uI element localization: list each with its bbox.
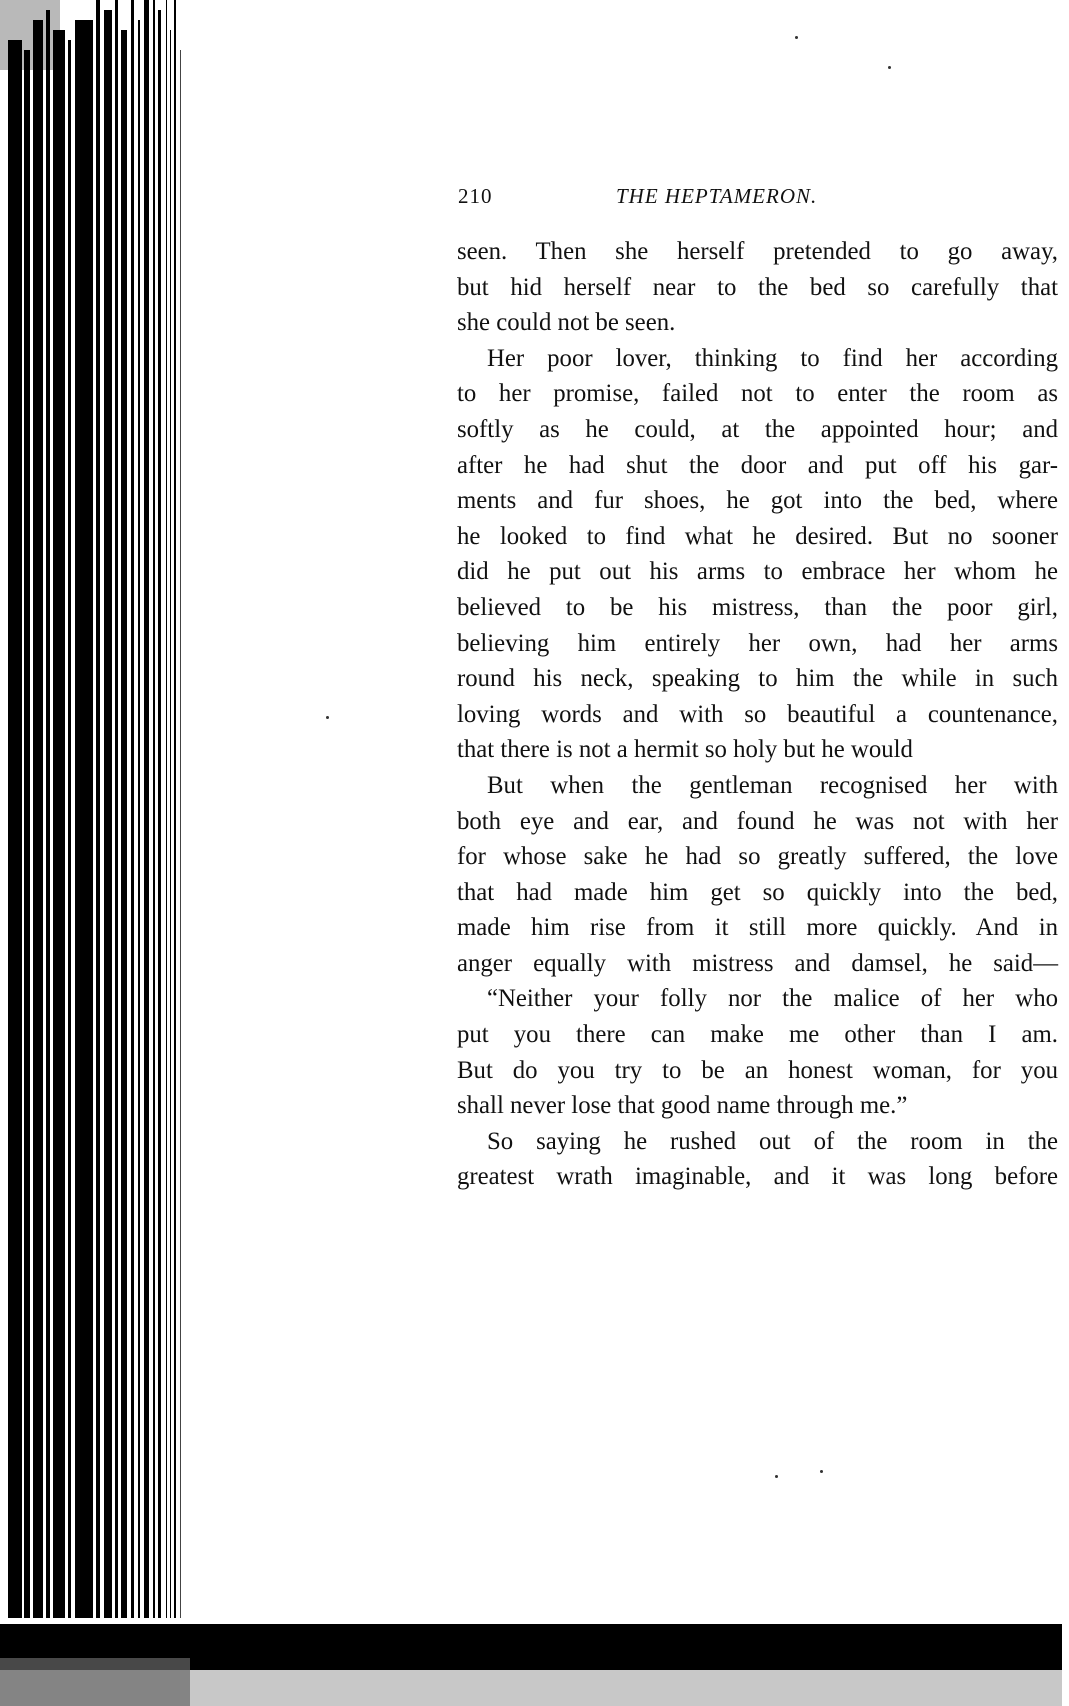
binding-stripes [0, 0, 190, 1706]
paragraph [457, 234, 1058, 341]
text-line: But when the gentleman recognised her with [487, 771, 1058, 799]
text-line: after he had shut the door and put off his gar- [457, 451, 1058, 479]
page-number: 210 [458, 184, 493, 208]
text-line: that had made him get so quickly into the bed, [457, 878, 1058, 906]
scan-speck [888, 66, 891, 69]
running-title: THE HEPTAMERON. [616, 184, 818, 208]
scan-speck [775, 1475, 778, 1478]
text-line: greatest wrath imaginable, and it was long before [457, 1163, 1058, 1191]
scan-speck [795, 36, 798, 39]
text-line: believed to be his mistress, than the poor girl, [457, 593, 1058, 621]
text-line: anger equally with mistress and damsel, he said— [457, 949, 1058, 977]
page-body [457, 234, 1058, 1195]
paragraph [457, 1124, 1058, 1195]
binding-gutter [0, 0, 190, 1706]
text-line: put you there can make me other than I am. [457, 1021, 1058, 1049]
text-line: both eye and ear, and found he was not with her [457, 807, 1058, 835]
paragraph [457, 768, 1058, 982]
text-line: But do you try to be an honest woman, for you [457, 1056, 1058, 1084]
text-line: but hid herself near to the bed so carefully that [457, 273, 1058, 301]
scan-speck [820, 1470, 823, 1473]
scan-bottom-edge [0, 1618, 1069, 1706]
text-line: Her poor lover, thinking to find her according [487, 344, 1058, 372]
scan-bottom-edge-art [0, 1618, 1069, 1706]
text-line: shall never lose that good name through me.” [457, 1092, 908, 1120]
running-header [458, 184, 1058, 214]
scan-speck [326, 716, 329, 719]
text-line: loving words and with so beautiful a countenance, [457, 700, 1058, 728]
text-line: that there is not a hermit so holy but he would [457, 736, 913, 764]
paragraph [457, 341, 1058, 768]
text-line: believing him entirely her own, had her arms [457, 629, 1058, 657]
text-line: “Neither your folly nor the malice of her who [487, 985, 1058, 1013]
text-line: for whose sake he had so greatly suffered, the love [457, 843, 1058, 871]
text-line: she could not be seen. [457, 309, 676, 337]
text-line: So saying he rushed out of the room in the [487, 1127, 1058, 1155]
paragraph [457, 981, 1058, 1123]
text-line: seen. Then she herself pretended to go away, [457, 238, 1058, 265]
text-line: he looked to find what he desired. But no sooner [457, 522, 1058, 550]
text-line: made him rise from it still more quickly. And in [457, 914, 1058, 942]
text-line: to her promise, failed not to enter the room as [457, 380, 1058, 408]
text-line: did he put out his arms to embrace her whom he [457, 558, 1058, 586]
text-line: ments and fur shoes, he got into the bed, where [457, 487, 1058, 515]
text-line: softly as he could, at the appointed hour; and [457, 415, 1058, 443]
text-line: round his neck, speaking to him the while in such [457, 665, 1058, 693]
